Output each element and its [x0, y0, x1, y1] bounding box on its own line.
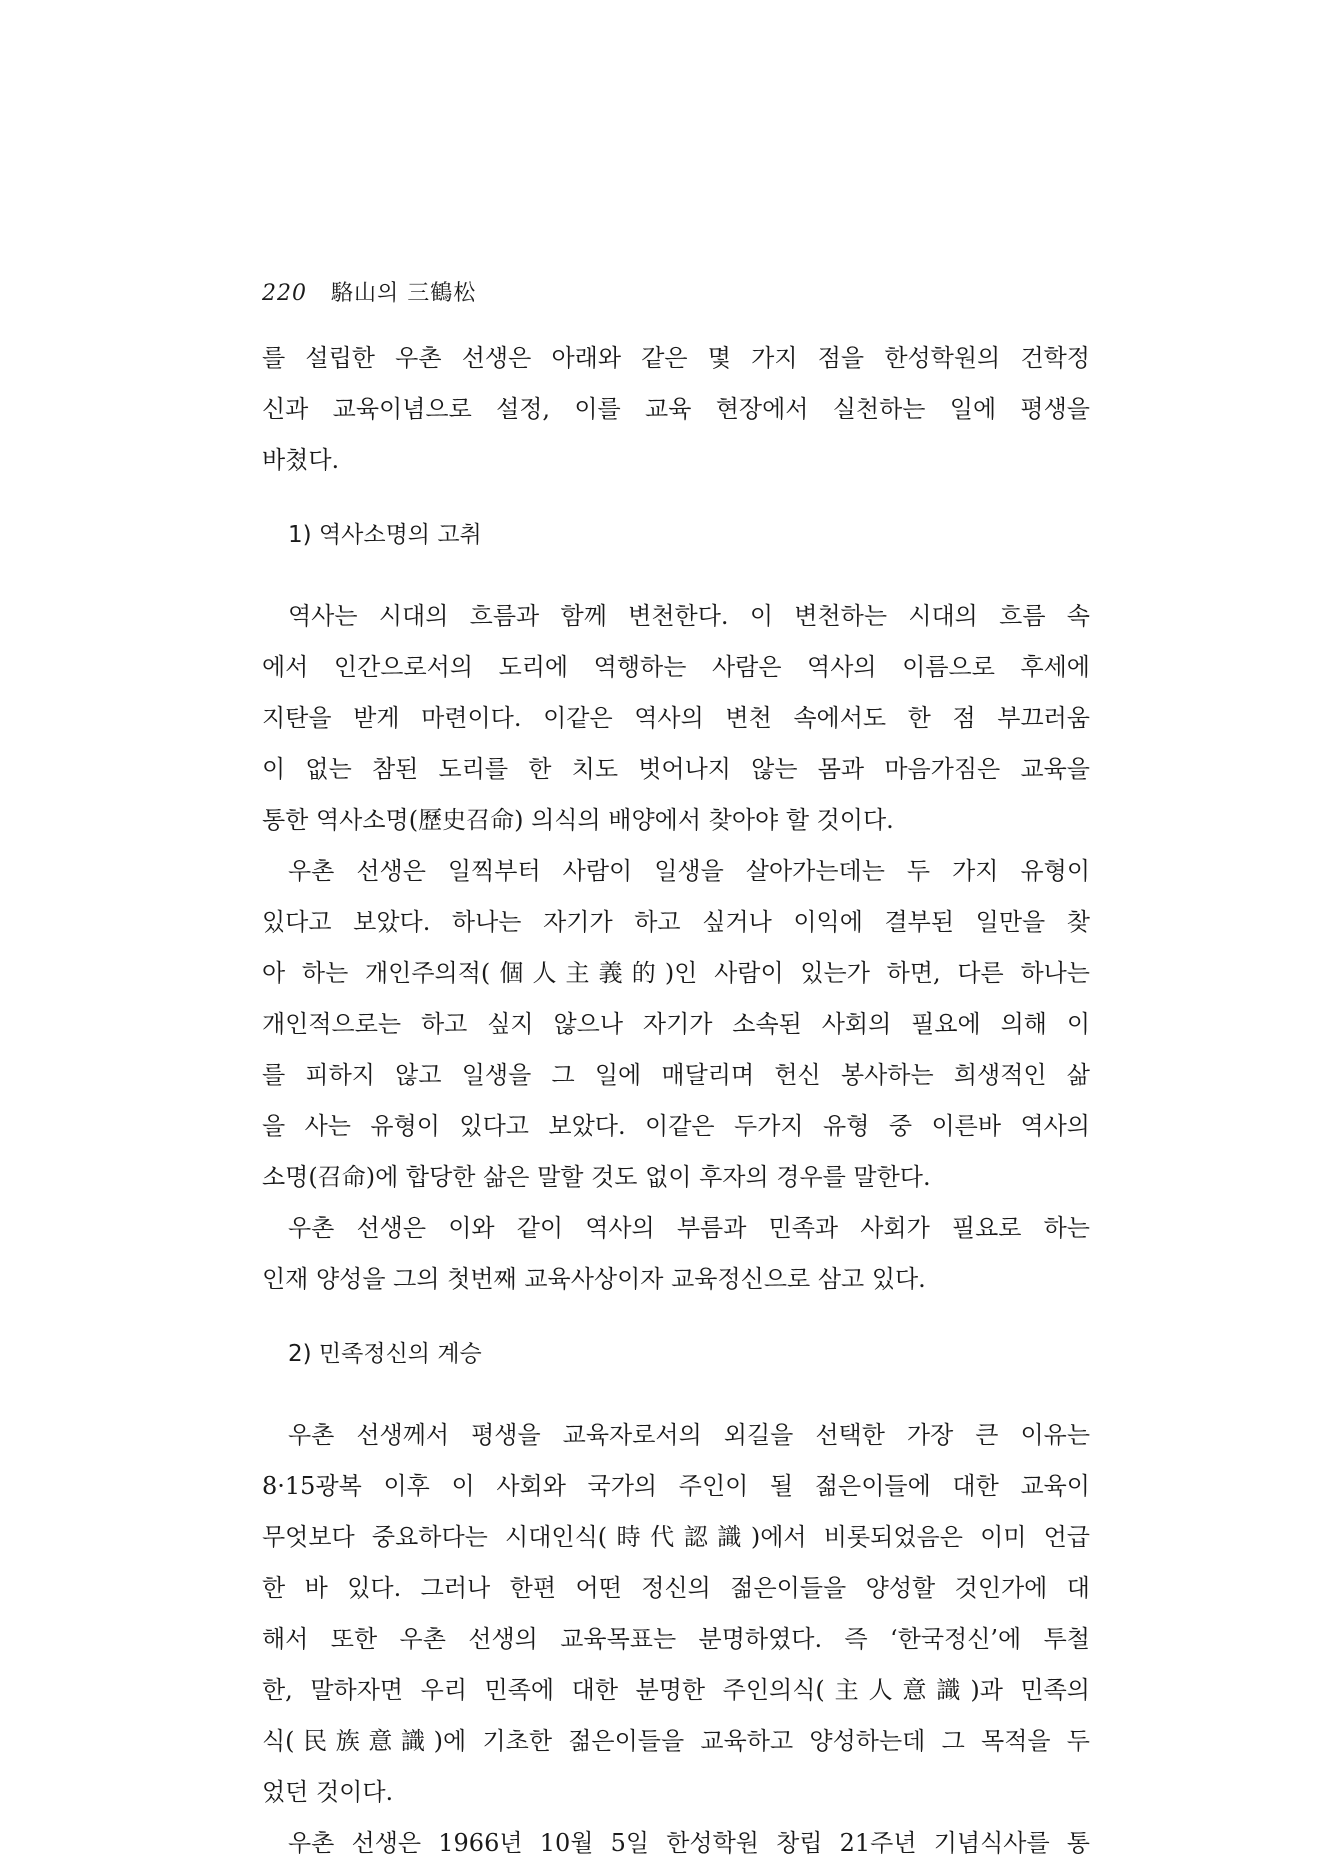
text-line: 해서 또한 우촌 선생의 교육목표는 분명하였다. 즉 ‘한국정신’에 투철 — [262, 1625, 1090, 1653]
book-title: 駱山의 三鶴松 — [331, 281, 477, 306]
text-line: 인재 양성을 그의 첫번째 교육사상이자 교육정신으로 삼고 있다. — [262, 1265, 926, 1293]
section-heading-2: 2) 민족정신의 계승 — [288, 1341, 482, 1367]
text-line: 지탄을 받게 마련이다. 이같은 역사의 변천 속에서도 한 점 부끄러움 — [262, 704, 1090, 732]
intro-paragraph — [262, 333, 1090, 486]
text-line: 신과 교육이념으로 설정, 이를 교육 현장에서 실천하는 일에 평생을 — [262, 395, 1090, 423]
text-line: 있다고 보았다. 하나는 자기가 하고 싶거나 이익에 결부된 일만을 찾 — [262, 908, 1090, 936]
text-line: 아 하는 개인주의적(個人主義的)인 사람이 있는가 하면, 다른 하나는 — [262, 959, 1090, 987]
section2-paragraph-1 — [262, 1410, 1090, 1818]
text-line: 한, 말하자면 우리 민족에 대한 분명한 주인의식(主人意識)과 민족의 — [262, 1676, 1090, 1704]
text-line: 개인적으로는 하고 싶지 않으나 자기가 소속된 사회의 필요에 의해 이 — [262, 1010, 1090, 1038]
section1-paragraph-2 — [262, 846, 1090, 1203]
text-line: 우촌 선생은 이와 같이 역사의 부름과 민족과 사회가 필요로 하는 — [288, 1214, 1090, 1242]
text-line: 통한 역사소명(歷史召命) 의식의 배양에서 찾아야 할 것이다. — [262, 806, 894, 834]
text-line: 를 피하지 않고 일생을 그 일에 매달리며 헌신 봉사하는 희생적인 삶 — [262, 1061, 1090, 1089]
text-line: 을 사는 유형이 있다고 보았다. 이같은 두가지 유형 중 이른바 역사의 — [262, 1112, 1090, 1140]
page-number: 220 — [262, 281, 307, 306]
page-header — [262, 276, 476, 307]
text-line: 8·15광복 이후 이 사회와 국가의 주인이 될 젊은이들에 대한 교육이 — [262, 1472, 1090, 1500]
text-line: 무엇보다 중요하다는 시대인식(時代認識)에서 비롯되었음은 이미 언급 — [262, 1523, 1090, 1551]
section-heading-1: 1) 역사소명의 고취 — [288, 522, 482, 548]
page-body — [262, 333, 1090, 1869]
section1-paragraph-1 — [262, 591, 1090, 846]
text-line: 우촌 선생은 1966년 10월 5일 한성학원 창립 21주년 기념식사를 통 — [288, 1829, 1090, 1857]
text-line: 우촌 선생은 일찍부터 사람이 일생을 살아가는데는 두 가지 유형이 — [288, 857, 1090, 885]
text-line: 를 설립한 우촌 선생은 아래와 같은 몇 가지 점을 한성학원의 건학정 — [262, 344, 1090, 372]
text-line: 이 없는 참된 도리를 한 치도 벗어나지 않는 몸과 마음가짐은 교육을 — [262, 755, 1090, 783]
text-line: 바쳤다. — [262, 446, 340, 474]
text-line: 소명(召命)에 합당한 삶은 말할 것도 없이 후자의 경우를 말한다. — [262, 1163, 931, 1191]
text-line: 었던 것이다. — [262, 1778, 394, 1806]
text-line: 우촌 선생께서 평생을 교육자로서의 외길을 선택한 가장 큰 이유는 — [288, 1421, 1090, 1449]
text-line: 역사는 시대의 흐름과 함께 변천한다. 이 변천하는 시대의 흐름 속 — [288, 602, 1090, 630]
text-line: 에서 인간으로서의 도리에 역행하는 사람은 역사의 이름으로 후세에 — [262, 653, 1090, 681]
section2-paragraph-2 — [262, 1818, 1090, 1869]
section1-paragraph-3 — [262, 1203, 1090, 1305]
text-line: 식(民族意識)에 기초한 젊은이들을 교육하고 양성하는데 그 목적을 두 — [262, 1727, 1090, 1755]
text-line: 한 바 있다. 그러나 한편 어떤 정신의 젊은이들을 양성할 것인가에 대 — [262, 1574, 1090, 1602]
